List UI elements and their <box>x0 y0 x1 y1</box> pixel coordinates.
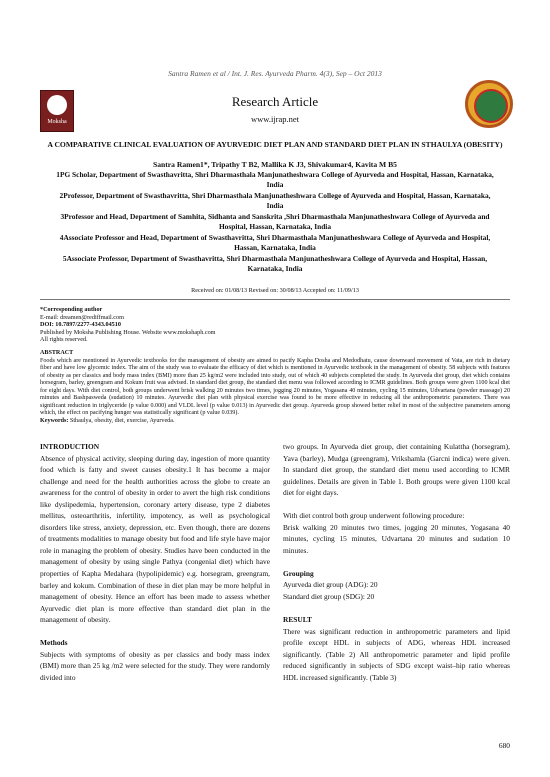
keywords: Sthaulya, obesity, diet, exercise, Ayurveda. <box>69 417 175 424</box>
doi[interactable]: DOI: 10.7897/2277-4343.04510 <box>40 321 121 328</box>
diet-control-text: With diet control both group underwent following procedure: <box>283 511 465 521</box>
affiliation-3: 3Professor and Head, Department of Samhita, Sidhanta and Sanskrita ,Shri Dharmasthala Manjunatheshwara College of Ayurveda and Hospital, Hassan, Karnataka, India <box>60 212 490 231</box>
affiliations <box>55 170 495 275</box>
abstract-text: Foods which are mentioned in Ayurvedic textbooks for the management of obesity are aimed to pacify Kapha Dosha and Medodhatu, cause downward movement of Vata, are rich in dietary fiber and have low glycemic index. The aim of the study was to evaluate the efficacy of diet which is mentioned in Ayurvedic textbook in the management of obesity. 58 subjects with features of obesity as per classics and body mass index (BMI) more than 25 kg/m2 were included into study, out of which 40 subjects completed the study. In Ayurveda diet group, diet which contains horsegram, barley, greengram and Kokum fruit was advised. In standard diet group, the standard diet menu was followed according to ICMR guidelines. Both groups were given 1100 kcal diet for eight days. With diet control, both groups underwent brisk walking 20 minutes two times, jogging 20 minutes, Yogasana 40 minutes, cycling 15 minutes, Udvartana (powder massage) 20 minutes and Bashpasweda (sudation) 10 minutes. Ayurvedic diet plan with physical exercise was found to be more effective in reducing all the anthropometric parameters. There was significant reduction in triglyceride (p value 0.000) and VLDL level (p value 0.013) in Ayurvedic diet group. Ayurveda group showed better relief in most of the subjective parameters among which, the effect on pacifying hunger was statistically significant (p value 0.039). <box>40 357 510 416</box>
author-email[interactable]: E-mail: dreamen@rediffmail.com <box>40 313 124 321</box>
left-column <box>40 441 270 683</box>
corresponding-author-label: *Corresponding author <box>40 306 103 313</box>
abstract-heading: ABSTRACT <box>40 350 74 356</box>
methods-heading: Methods <box>40 638 68 648</box>
affiliation-4: 4Associate Professor and Head, Department of Swasthavritta, Shri Dharmasthala Manjunatheshwara College of Ayurveda and Hospital, Hassan, Karnataka, India <box>59 233 491 252</box>
correspondence-block <box>40 306 510 344</box>
abstract <box>40 350 510 425</box>
affiliation-2: 2Professor, Department of Swasthavritta, Shri Dharmasthala Manjunatheshwara College of Ayurveda and Hospital, Hassan, Karnataka, India <box>59 191 491 210</box>
rights-note: All rights reserved. <box>40 336 88 343</box>
logo-text: Moksha <box>47 119 67 125</box>
paper-title: A COMPARATIVE CLINICAL EVALUATION OF AYURVEDIC DIET PLAN AND STANDARD DIET PLAN IN STHAULYA (OBESITY) <box>47 140 503 149</box>
right-column <box>283 441 510 683</box>
divider <box>40 299 510 300</box>
result-heading: RESULT <box>283 615 312 625</box>
introduction-heading: INTRODUCTION <box>40 442 100 451</box>
introduction-text: Absence of physical activity, sleeping during day, ingestion of more quantity food which is fatty and sweet causes obesity.1 It has become a major challenge and need for the health authorities across the globe to create an awareness for the control of obesity in order to avert the high risk conditions like dyslipedemia, hypertension, coronary artery disease, type 2 diabetes mellitus, osteoarthritis, infertility, impotency, as well as psychological disorders like stress, anxiety, depression, etc. Even though, there are dozens of treatments modalities to manage obesity but food and life style have major role in managing the problem of obesity. Studies have been conducted in the management of obesity by using single Pathya (congenial diet) which have properties of Kapha Medahara (hypolipidemic) e.g. horsegram, greengram, barley and kokum. Combination of these in diet plan may be more helpful in management of obesity. Hence an effort has been made to assess whether Ayurvedic diet plan is more effective than standard diet plan in the management of obesity. <box>40 453 270 625</box>
received-dates: Received on: 01/08/13 Revised on: 30/08/13 Accepted on: 11/09/13 <box>191 287 359 294</box>
grouping-sdg: Standard diet group (SDG): 20 <box>283 592 375 602</box>
affiliation-1: 1PG Scholar, Department of Swasthavritta, Shri Dharmasthala Manjunatheshwara College of Ayurveda and Hospital, Hassan, Karnataka, India <box>56 170 494 189</box>
methods-continued: two groups. In Ayurveda diet group, diet containing Kulattha (horsegram), Yava (barley), Mudga (greengram), Vrikshamla (Garcni indica) were given. In standard diet group, the standard diet menu used according to ICMR guidelines. Details are given in Table 1. Both groups were given 1100 kcal diet for eight days. <box>283 442 510 498</box>
grouping-adg: Ayurveda diet group (ADG): 20 <box>283 580 378 590</box>
procedure-detail: Brisk walking 20 minutes two times, jogging 20 minutes, Yogasana 40 minutes, cycling 15 minutes, Udvartana 20 minutes and sudation 10 minutes. <box>283 522 510 555</box>
grouping-heading: Grouping <box>283 568 314 578</box>
author-list: Santra Ramen1*, Tripathy T B2, Mallika K J3, Shivakumar4, Kavita M B5 <box>153 160 397 169</box>
journal-citation: Santra Ramen et al / Int. J. Res. Ayurveda Pharm. 4(3), Sep – Oct 2013 <box>168 69 382 78</box>
journal-url[interactable]: www.ijrap.net <box>250 114 300 124</box>
keywords-label: Keywords: <box>40 417 69 424</box>
article-type: Research Article <box>231 94 319 109</box>
publisher-note: Published by Moksha Publishing House. Website www.mokshaph.com <box>40 328 216 336</box>
affiliation-5: 5Associate Professor, Department of Swasthavritta, Shri Dharmasthala Manjunatheshwara College of Ayurveda and Hospital, Hassan, Karnataka, India <box>62 254 488 273</box>
page-number: 680 <box>498 741 510 750</box>
result-text: There was significant reduction in anthropometric parameters and lipid profile except HDL in subjects of ADG, whereas HDL increased significantly. (Table 2) All anthropometric parameter and lipid profile reduced significantly in subjects of SDG except waist–hip ratio whereas HDL increased significantly. (Table 3) <box>283 626 510 682</box>
methods-text: Subjects with symptoms of obesity as per classics and body mass index (BMI) more than 25 kg /m2 were selected for the study. They were randomly divided into <box>40 649 270 682</box>
